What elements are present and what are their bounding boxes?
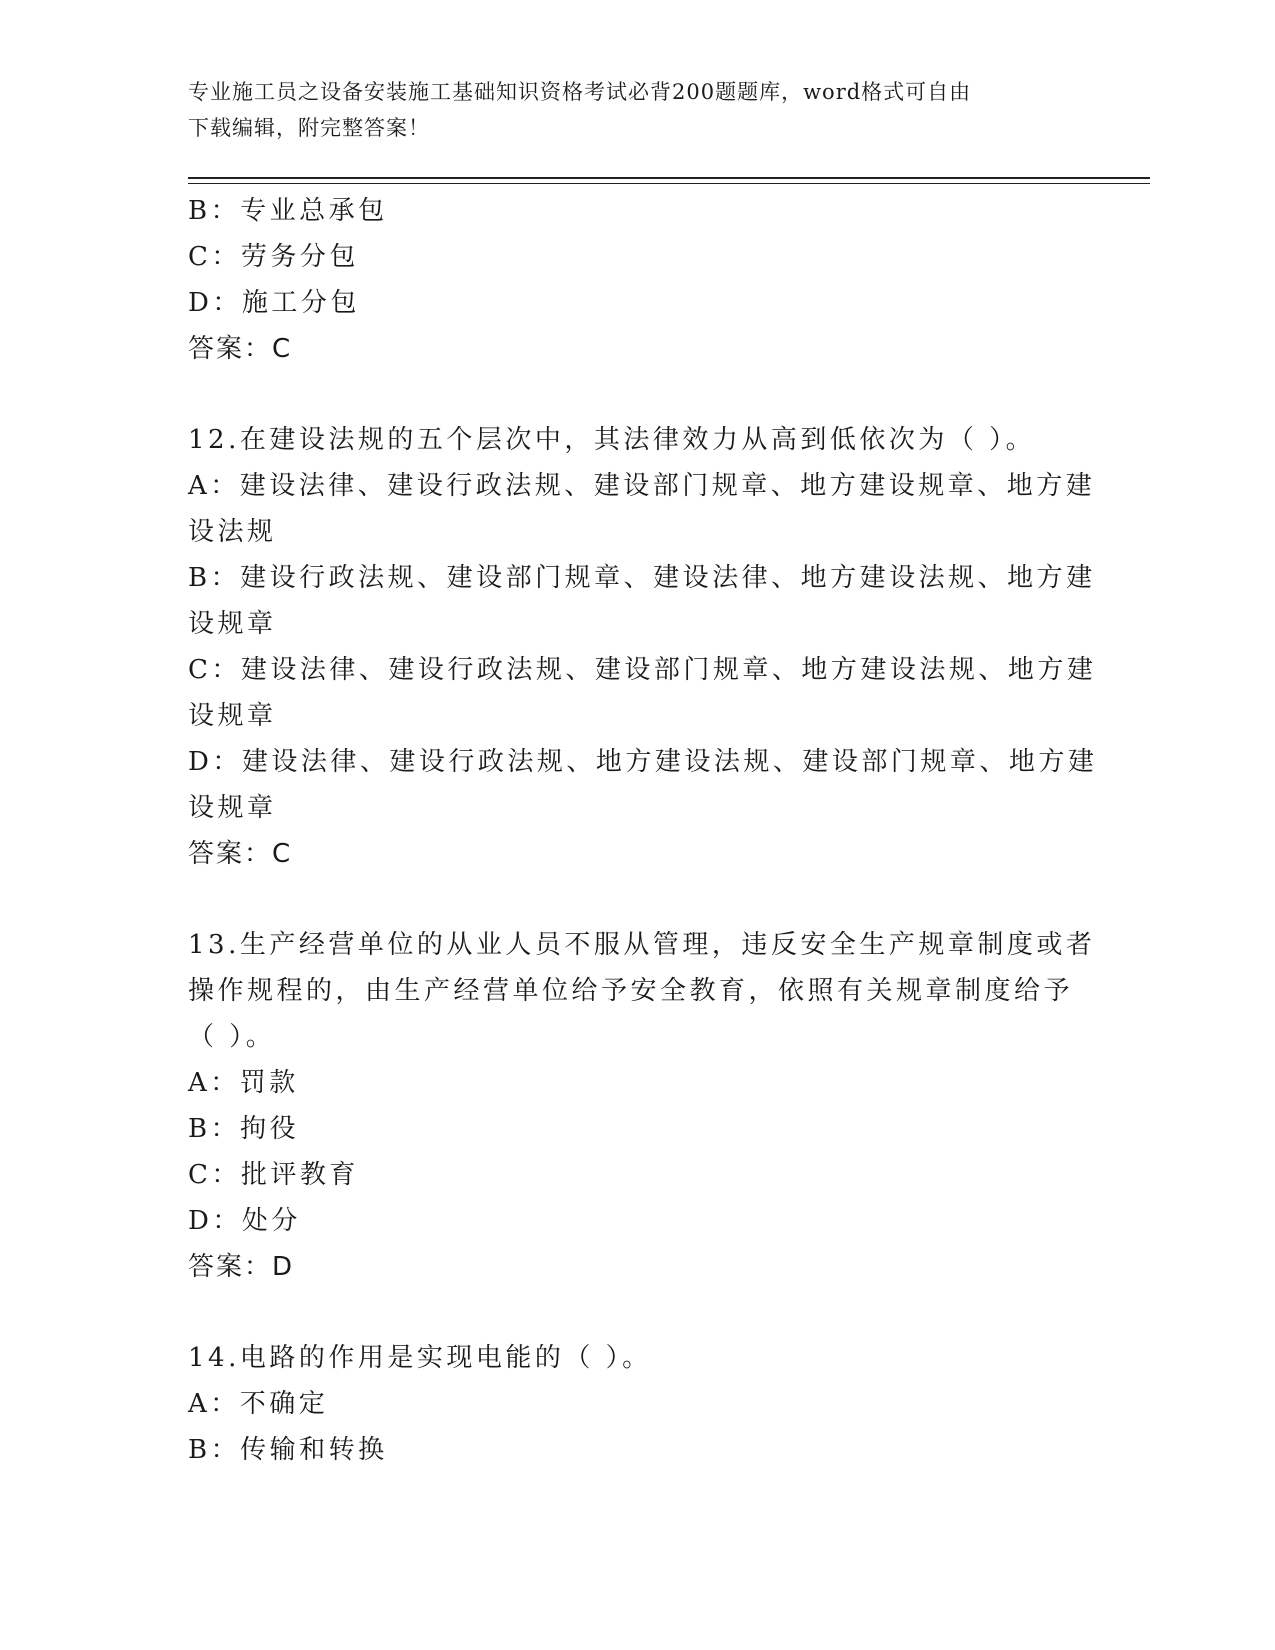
- option-c-line-2: 设规章: [188, 701, 277, 731]
- option-b-line-2: 设规章: [188, 609, 277, 639]
- option-c: C：劳务分包: [188, 242, 359, 272]
- option-a-line-1: A：建设法律、建设行政法规、建设部门规章、地方建设规章、地方建: [188, 471, 1096, 501]
- document-header: [188, 74, 1088, 146]
- header-rule-thin: [188, 183, 1150, 184]
- question-list: [188, 188, 1098, 1473]
- question-11: [188, 188, 1088, 372]
- option-d: D：施工分包: [188, 288, 360, 318]
- question-stem-line-1: 13.生产经营单位的从业人员不服从管理，违反安全生产规章制度或者: [188, 930, 1096, 960]
- question-stem-line-2: 操作规程的，由生产经营单位给予安全教育，依照有关规章制度给予: [188, 976, 1074, 1006]
- question-12: [188, 417, 1098, 877]
- option-c-line-1: C：建设法律、建设行政法规、建设部门规章、地方建设法规、地方建: [188, 655, 1097, 685]
- option-d-line-2: 设规章: [188, 793, 277, 823]
- option-b-line-1: B：建设行政法规、建设部门规章、建设法律、地方建设法规、地方建: [188, 563, 1096, 593]
- option-a: A：不确定: [188, 1389, 329, 1419]
- question-stem: 12.在建设法规的五个层次中，其法律效力从高到低依次为（ ）。: [188, 425, 1036, 455]
- answer: 答案：C: [188, 839, 293, 869]
- option-b: B：传输和转换: [188, 1435, 388, 1465]
- option-d: D：处分: [188, 1206, 301, 1236]
- question-stem-line-3: （ ）。: [188, 1022, 276, 1052]
- question-stem: 14.电路的作用是实现电能的（ ）。: [188, 1343, 652, 1373]
- answer: 答案：D: [188, 1252, 295, 1282]
- option-c: C：批评教育: [188, 1160, 359, 1190]
- option-a: A：罚款: [188, 1068, 299, 1098]
- option-d-line-1: D：建设法律、建设行政法规、地方建设法规、建设部门规章、地方建: [188, 747, 1098, 777]
- question-13: [188, 922, 1096, 1290]
- question-14: [188, 1335, 1088, 1473]
- header-rule-thick: [188, 177, 1150, 179]
- answer: 答案：C: [188, 334, 293, 364]
- header-line-2: 下载编辑，附完整答案！: [188, 116, 430, 140]
- option-b: B：拘役: [188, 1114, 300, 1144]
- option-a-line-2: 设法规: [188, 517, 277, 547]
- option-b: B：专业总承包: [188, 196, 388, 226]
- header-line-1: 专业施工员之设备安装施工基础知识资格考试必背200题题库，word格式可自由: [188, 80, 972, 104]
